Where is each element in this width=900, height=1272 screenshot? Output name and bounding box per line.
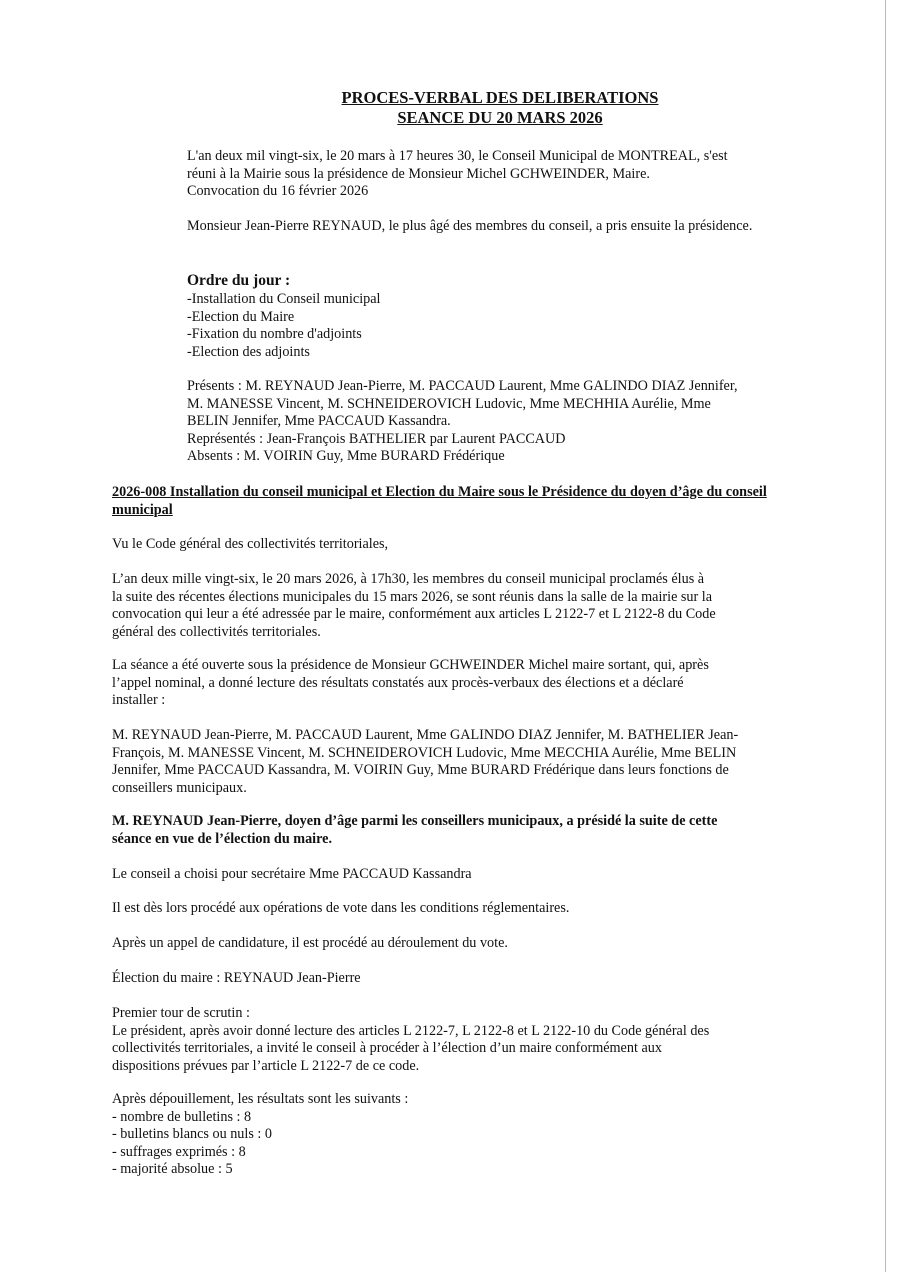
heading-line: municipal: [112, 501, 173, 518]
text-line: général des collectivités territoriales.: [112, 623, 321, 640]
title-line-2: SEANCE DU 20 MARS 2026: [397, 108, 603, 127]
list-item: -Election des adjoints: [187, 343, 310, 360]
text-line: M. REYNAUD Jean-Pierre, doyen d’âge parmi les conseillers municipaux, a présidé la suite de cette: [112, 813, 718, 829]
operations-paragraph: Il est dès lors procédé aux opérations de vote dans les conditions réglementaires.: [112, 900, 570, 916]
ordre-du-jour: [187, 271, 827, 361]
ordre-du-jour-title: Ordre du jour :: [187, 272, 291, 289]
text-line: M. REYNAUD Jean-Pierre, M. PACCAUD Laurent, Mme GALINDO DIAZ Jennifer, M. BATHELIER Jean-: [112, 727, 739, 743]
paragraph-ouverture: [112, 657, 802, 710]
presents-line: BELIN Jennifer, Mme PACCAUD Kassandra.: [187, 413, 451, 429]
paragraph-installes: [112, 727, 802, 797]
vu-paragraph: Vu le Code général des collectivités territoriales,: [112, 536, 389, 552]
text-line: François, M. MANESSE Vincent, M. SCHNEIDEROVICH Ludovic, Mme MECCHIA Aurélie, Mme BELIN: [112, 744, 737, 761]
intro-line: réuni à la Mairie sous la présidence de Monsieur Michel GCHWEINDER, Maire.: [187, 165, 650, 182]
secretaire-paragraph: Le conseil a choisi pour secrétaire Mme PACCAUD Kassandra: [112, 866, 472, 882]
intro-line: L'an deux mil vingt-six, le 20 mars à 17 heures 30, le Conseil Municipal de MONTREAL, s'est: [187, 148, 728, 164]
presents-line: M. MANESSE Vincent, M. SCHNEIDEROVICH Ludovic, Mme MECHHIA Aurélie, Mme: [187, 395, 711, 412]
list-item: - bulletins blancs ou nuls : 0: [112, 1126, 272, 1142]
text-line: conseillers municipaux.: [112, 779, 247, 796]
text-line: la suite des récentes élections municipales du 15 mars 2026, se sont réunis dans la salle de la mairie sur la: [112, 588, 713, 605]
text-line: dispositions prévues par l’article L 2122-7 de ce code.: [112, 1057, 420, 1074]
list-item: -Election du Maire: [187, 308, 295, 325]
text-line: installer :: [112, 692, 166, 708]
candidature-paragraph: Après un appel de candidature, il est procédé au déroulement du vote.: [112, 935, 508, 951]
premier-tour-paragraph: [112, 1005, 802, 1075]
list-item: - nombre de bulletins : 8: [112, 1108, 252, 1125]
election-paragraph: Élection du maire : REYNAUD Jean-Pierre: [112, 970, 361, 986]
heading-line: 2026-008 Installation du conseil municipal et Election du Maire sous le Présidence du doyen d’âge du conseil: [112, 484, 767, 500]
results-list: [112, 1109, 802, 1179]
results-intro: Après dépouillement, les résultats sont les suivants :: [112, 1091, 409, 1107]
absents-line: Absents : M. VOIRIN Guy, Mme BURARD Frédérique: [187, 448, 505, 464]
presidence-paragraph: Monsieur Jean-Pierre REYNAUD, le plus âgé des membres du conseil, a pris ensuite la présidence.: [187, 218, 753, 234]
text-line: L’an deux mille vingt-six, le 20 mars 2026, à 17h30, les membres du conseil municipal proclamés élus à: [112, 571, 705, 587]
list-item: -Fixation du nombre d'adjoints: [187, 326, 362, 342]
intro-line: Convocation du 16 février 2026: [187, 183, 369, 199]
paragraph-convocation: [112, 571, 802, 641]
text-line: collectivités territoriales, a invité le conseil à procéder à l’élection d’un maire conformément aux: [112, 1040, 662, 1056]
text-line: Premier tour de scrutin :: [112, 1005, 250, 1021]
text-line: convocation qui leur a été adressée par le maire, conformément aux articles L 2122-7 et L 2122-8 du Code: [112, 606, 716, 622]
text-line: Le président, après avoir donné lecture des articles L 2122-7, L 2122-8 et L 2122-10 du Code général des: [112, 1022, 710, 1039]
results-block: [112, 1091, 802, 1179]
paragraph-doyen: [112, 813, 802, 848]
text-line: l’appel nominal, a donné lecture des résultats constatés aux procès-verbaux des élections et a déclaré: [112, 674, 684, 691]
ordre-du-jour-list: [187, 291, 827, 361]
deliberation-heading: [112, 484, 812, 519]
list-item: - majorité absolue : 5: [112, 1161, 233, 1177]
text-line: séance en vue de l’élection du maire.: [112, 830, 333, 847]
title-line-1: PROCES-VERBAL DES DELIBERATIONS: [341, 88, 659, 107]
intro-paragraph: [187, 148, 827, 201]
list-item: -Installation du Conseil municipal: [187, 291, 381, 307]
scan-edge-line: [885, 0, 886, 1272]
text-line: Jennifer, Mme PACCAUD Kassandra, M. VOIRIN Guy, Mme BURARD Frédérique dans leurs fonctions de: [112, 762, 729, 778]
presents-line: Présents : M. REYNAUD Jean-Pierre, M. PACCAUD Laurent, Mme GALINDO DIAZ Jennifer,: [187, 378, 738, 394]
text-line: La séance a été ouverte sous la présidence de Monsieur GCHWEINDER Michel maire sortant, qui, après: [112, 657, 709, 673]
list-item: - suffrages exprimés : 8: [112, 1143, 246, 1160]
attendance-block: [187, 378, 807, 466]
represented-line: Représentés : Jean-François BATHELIER par Laurent PACCAUD: [187, 430, 566, 447]
